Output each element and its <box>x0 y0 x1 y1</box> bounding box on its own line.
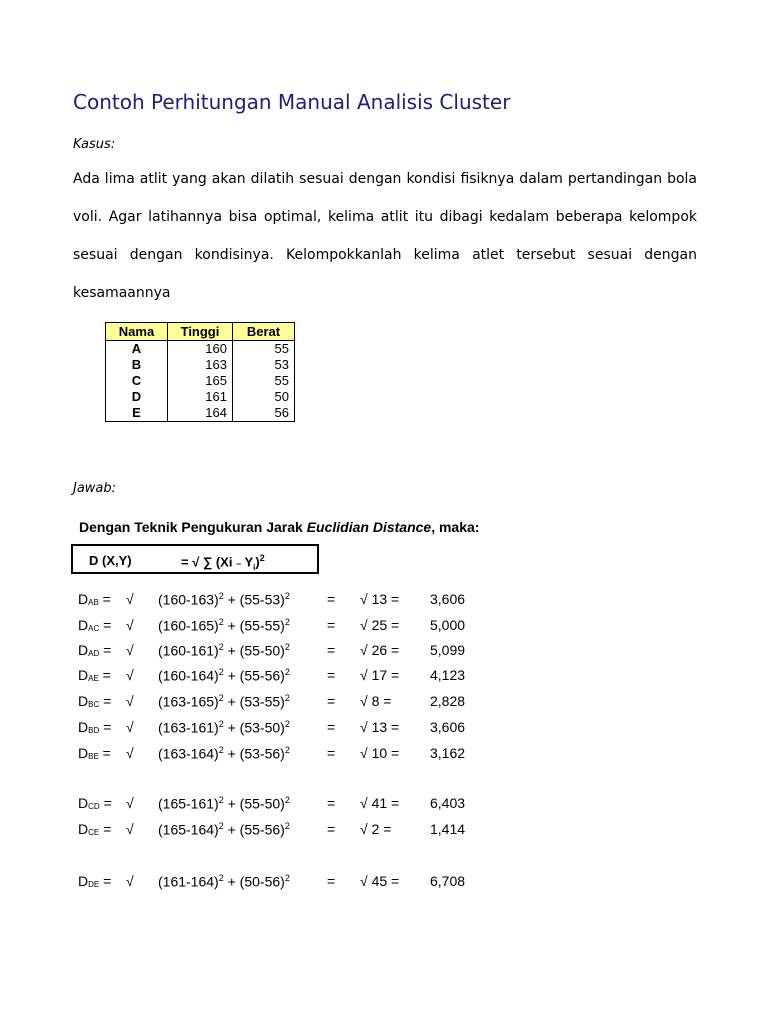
exponent: 2 <box>218 617 224 627</box>
equals-sign: = <box>327 873 336 889</box>
method-heading <box>79 519 479 535</box>
formula-sub: i <box>253 562 256 572</box>
distance-expression: $(165-161)^2 + (55-50)^2$ <box>158 795 290 812</box>
exponent: 2 <box>284 873 290 883</box>
athlete-table <box>105 322 295 422</box>
header-berat: Berat <box>233 323 295 341</box>
sqrt-symbol: √ <box>126 617 134 633</box>
distance-label: $D_{BE}$ = <box>78 745 111 761</box>
kasus-label: Kasus: <box>73 137 116 152</box>
distance-subscript: BC <box>88 700 100 709</box>
distance-subscript: BE <box>88 752 99 761</box>
distance-label: $D_{BD}$ = <box>78 719 112 735</box>
exponent: 2 <box>284 795 290 805</box>
sqrt-symbol: √ <box>126 821 134 837</box>
sqrt-symbol: √ <box>126 873 134 889</box>
distance-subscript: AB <box>88 598 99 607</box>
root-value: √ 8 = <box>360 693 392 709</box>
sqrt-symbol: √ <box>126 591 134 607</box>
exponent: 2 <box>218 642 224 652</box>
distance-expression: $(160-163)^2 + (55-53)^2$ <box>158 591 290 608</box>
formula-close: ) <box>255 554 260 570</box>
root-value: √ 26 = <box>360 642 400 658</box>
method-prefix: Dengan Teknik Pengukuran Jarak <box>79 519 307 535</box>
equals-sign: = <box>327 591 336 607</box>
exponent: 2 <box>218 795 224 805</box>
distance-row-ac <box>0 617 768 637</box>
distance-row-bc <box>0 693 768 713</box>
root-value: √ 41 = <box>360 795 400 811</box>
cell-nama: C <box>106 373 168 389</box>
exponent: 2 <box>284 642 290 652</box>
exponent: 2 <box>284 821 290 831</box>
distance-subscript: DE <box>88 880 100 889</box>
sqrt-symbol: √ <box>126 745 134 761</box>
cell-tinggi: 164 <box>168 405 233 422</box>
equals-sign: = <box>327 642 336 658</box>
sqrt-symbol: √ <box>126 719 134 735</box>
cell-berat: 53 <box>233 357 295 373</box>
distance-subscript: BD <box>88 726 100 735</box>
distance-result: 1,414 <box>430 821 466 837</box>
distance-expression: $(163-161)^2 + (53-50)^2$ <box>158 719 290 736</box>
root-value: √ 13 = <box>360 591 400 607</box>
root-value: √ 10 = <box>360 745 400 761</box>
formula-rhs <box>181 553 265 572</box>
formula-sup: 2 <box>259 553 265 563</box>
distance-row-ae <box>0 667 768 687</box>
page-title: Contoh Perhitungan Manual Analisis Cluster <box>73 90 511 114</box>
distance-label: $D_{AB}$ = <box>78 591 111 607</box>
distance-expression: $(163-164)^2 + (53-56)^2$ <box>158 745 290 762</box>
distance-result: 5,000 <box>430 617 466 633</box>
cell-nama: B <box>106 357 168 373</box>
equals-sign: = <box>327 617 336 633</box>
sqrt-symbol: √ <box>126 642 134 658</box>
distance-expression: $(161-164)^2 + (50-56)^2$ <box>158 873 290 890</box>
root-value: √ 13 = <box>360 719 400 735</box>
sqrt-symbol: √ <box>126 795 134 811</box>
jawab-label: Jawab: <box>73 481 117 496</box>
equals-sign: = <box>327 745 336 761</box>
root-value: √ 45 = <box>360 873 400 889</box>
table-row <box>106 357 295 373</box>
exponent: 2 <box>218 821 224 831</box>
distance-row-cd <box>0 795 768 815</box>
equals-sign: = <box>327 693 336 709</box>
equals-sign: = <box>327 795 336 811</box>
cell-nama: A <box>106 341 168 358</box>
distance-result: 3,162 <box>430 745 466 761</box>
header-tinggi: Tinggi <box>168 323 233 341</box>
distance-label: $D_{CE}$ = <box>78 821 112 837</box>
distance-label: $D_{BC}$ = <box>78 693 112 709</box>
distance-result: 3,606 <box>430 719 466 735</box>
distance-row-ab <box>0 591 768 611</box>
header-nama: Nama <box>106 323 168 341</box>
distance-subscript: AD <box>88 649 100 658</box>
equals-sign: = <box>327 821 336 837</box>
root-value: √ 17 = <box>360 667 400 683</box>
table-row <box>106 341 295 358</box>
cell-berat: 55 <box>233 341 295 358</box>
distance-row-de <box>0 873 768 893</box>
distance-result: 6,403 <box>430 795 466 811</box>
cell-nama: D <box>106 389 168 405</box>
exponent: 2 <box>284 693 290 703</box>
cell-tinggi: 161 <box>168 389 233 405</box>
cell-nama: E <box>106 405 168 422</box>
distance-result: 3,606 <box>430 591 466 607</box>
root-value: √ 25 = <box>360 617 400 633</box>
distance-label: $D_{AC}$ = <box>78 617 112 633</box>
distance-row-be <box>0 745 768 765</box>
distance-expression: $(160-161)^2 + (55-50)^2$ <box>158 642 290 659</box>
cell-tinggi: 165 <box>168 373 233 389</box>
table-header-row <box>106 323 295 341</box>
cell-tinggi: 160 <box>168 341 233 358</box>
formula-lhs: D (X,Y) <box>89 553 132 568</box>
exponent: 2 <box>284 591 290 601</box>
exponent: 2 <box>284 617 290 627</box>
cell-berat: 55 <box>233 373 295 389</box>
distance-row-ce <box>0 821 768 841</box>
formula-rhs-prefix: = √ ∑ (Xi <box>181 554 233 570</box>
formula-y: Y <box>244 554 254 570</box>
exponent: 2 <box>284 719 290 729</box>
exponent: 2 <box>218 693 224 703</box>
distance-result: 6,708 <box>430 873 466 889</box>
formula-minus: – <box>236 558 242 569</box>
distance-label: $D_{AD}$ = <box>78 642 112 658</box>
table-row <box>106 405 295 422</box>
distance-subscript: CE <box>88 828 100 837</box>
equals-sign: = <box>327 719 336 735</box>
distance-result: 2,828 <box>430 693 466 709</box>
root-value: √ 2 = <box>360 821 392 837</box>
cell-berat: 50 <box>233 389 295 405</box>
distance-row-bd <box>0 719 768 739</box>
method-term: Euclidian Distance <box>306 519 432 535</box>
cell-tinggi: 163 <box>168 357 233 373</box>
cell-berat: 56 <box>233 405 295 422</box>
distance-expression: $(160-165)^2 + (55-55)^2$ <box>158 617 290 634</box>
method-suffix: , maka: <box>431 519 480 535</box>
distance-label: $D_{DE}$ = <box>78 873 112 889</box>
distance-expression: $(165-164)^2 + (55-56)^2$ <box>158 821 290 838</box>
table-row <box>106 389 295 405</box>
exponent: 2 <box>218 719 224 729</box>
distance-row-ad <box>0 642 768 662</box>
sqrt-symbol: √ <box>126 693 134 709</box>
exponent: 2 <box>218 667 224 677</box>
equals-sign: = <box>327 667 336 683</box>
exponent: 2 <box>284 667 290 677</box>
exponent: 2 <box>218 591 224 601</box>
distance-subscript: AC <box>88 624 100 633</box>
distance-expression: $(160-164)^2 + (55-56)^2$ <box>158 667 290 684</box>
table-row <box>106 373 295 389</box>
distance-label: $D_{AE}$ = <box>78 667 111 683</box>
sqrt-symbol: √ <box>126 667 134 683</box>
problem-statement: Ada lima atlit yang akan dilatih sesuai dengan kondisi fisiknya dalam pertandingan bola voli. Agar latihannya bisa optimal, kelima atlit itu dibagi kedalam beberapa kelompok sesuai dengan kondisinya. Kelompokkanlah kelima atlet tersebut sesuai dengan kesamaannya <box>73 171 697 301</box>
exponent: 2 <box>218 745 224 755</box>
distance-subscript: AE <box>88 674 99 683</box>
distance-label: $D_{CD}$ = <box>78 795 112 811</box>
distance-result: 5,099 <box>430 642 466 658</box>
exponent: 2 <box>284 745 290 755</box>
distance-expression: $(163-165)^2 + (53-55)^2$ <box>158 693 290 710</box>
exponent: 2 <box>218 873 224 883</box>
distance-subscript: CD <box>88 802 100 811</box>
formula-box <box>71 544 319 574</box>
distance-result: 4,123 <box>430 667 466 683</box>
